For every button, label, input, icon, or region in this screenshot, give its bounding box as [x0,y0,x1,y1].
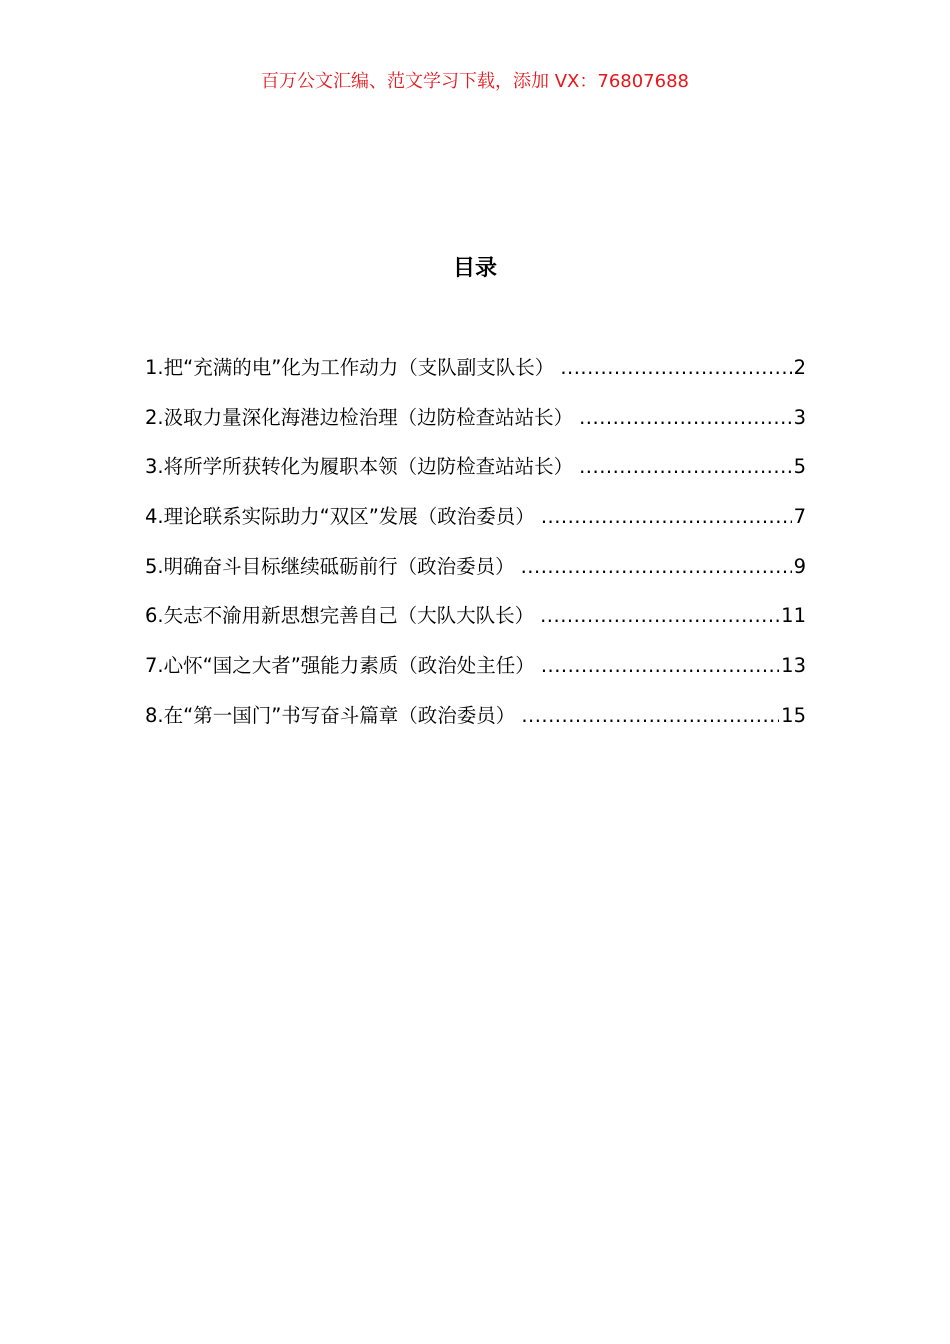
toc-dot-leader [541,505,792,528]
toc-entry-8[interactable] [145,700,806,750]
toc-entry-title: 8.在“第一国门”书写奋斗篇章（政治委员） [145,703,516,727]
toc-entry-7[interactable] [145,650,806,700]
toc-entry-6[interactable] [145,600,806,650]
toc-dot-leader [540,604,779,627]
toc-entry-title: 2.汲取力量深化海港边检治理（边防检查站站长） [145,405,574,429]
toc-entry-4[interactable] [145,501,806,551]
toc-page-number: 9 [793,554,806,578]
toc-dot-leader [579,406,791,429]
toc-entry-title: 7.心怀“国之大者”强能力素质（政治处主任） [145,654,535,678]
toc-page-number: 5 [793,455,806,479]
toc-dot-leader [521,704,779,727]
toc-page-number: 7 [793,505,806,529]
toc-entry-5[interactable] [145,551,806,601]
toc-dot-leader [560,356,791,379]
toc-page-number: 13 [781,654,806,678]
toc-page-number: 15 [781,703,806,727]
toc-entry-1[interactable] [145,352,806,402]
toc-title: 目录 [452,256,497,281]
toc-dot-leader [521,555,792,578]
toc-entry-2[interactable] [145,402,806,452]
toc-dot-leader [541,654,779,677]
toc-page-number: 2 [793,356,806,379]
toc-entry-title: 1.把“充满的电”化为工作动力（支队副支队长） [145,356,555,379]
toc-entry-title: 4.理论联系实际助力“双区”发展（政治委员） [145,505,535,529]
toc-page-number: 3 [793,405,806,429]
toc-entry-title: 5.明确奋斗目标继续砥砺前行（政治委员） [145,554,515,578]
toc-entry-3[interactable] [145,451,806,501]
table-of-contents [145,352,806,750]
toc-entry-title: 6.矢志不渝用新思想完善自己（大队大队长） [145,604,535,628]
toc-dot-leader [579,455,791,478]
header-watermark-note: 百万公文汇编、范文学习下载，添加 VX：76807688 [261,71,689,92]
toc-entry-title: 3.将所学所获转化为履职本领（边防检查站站长） [145,455,574,479]
toc-page-number: 11 [781,604,806,628]
